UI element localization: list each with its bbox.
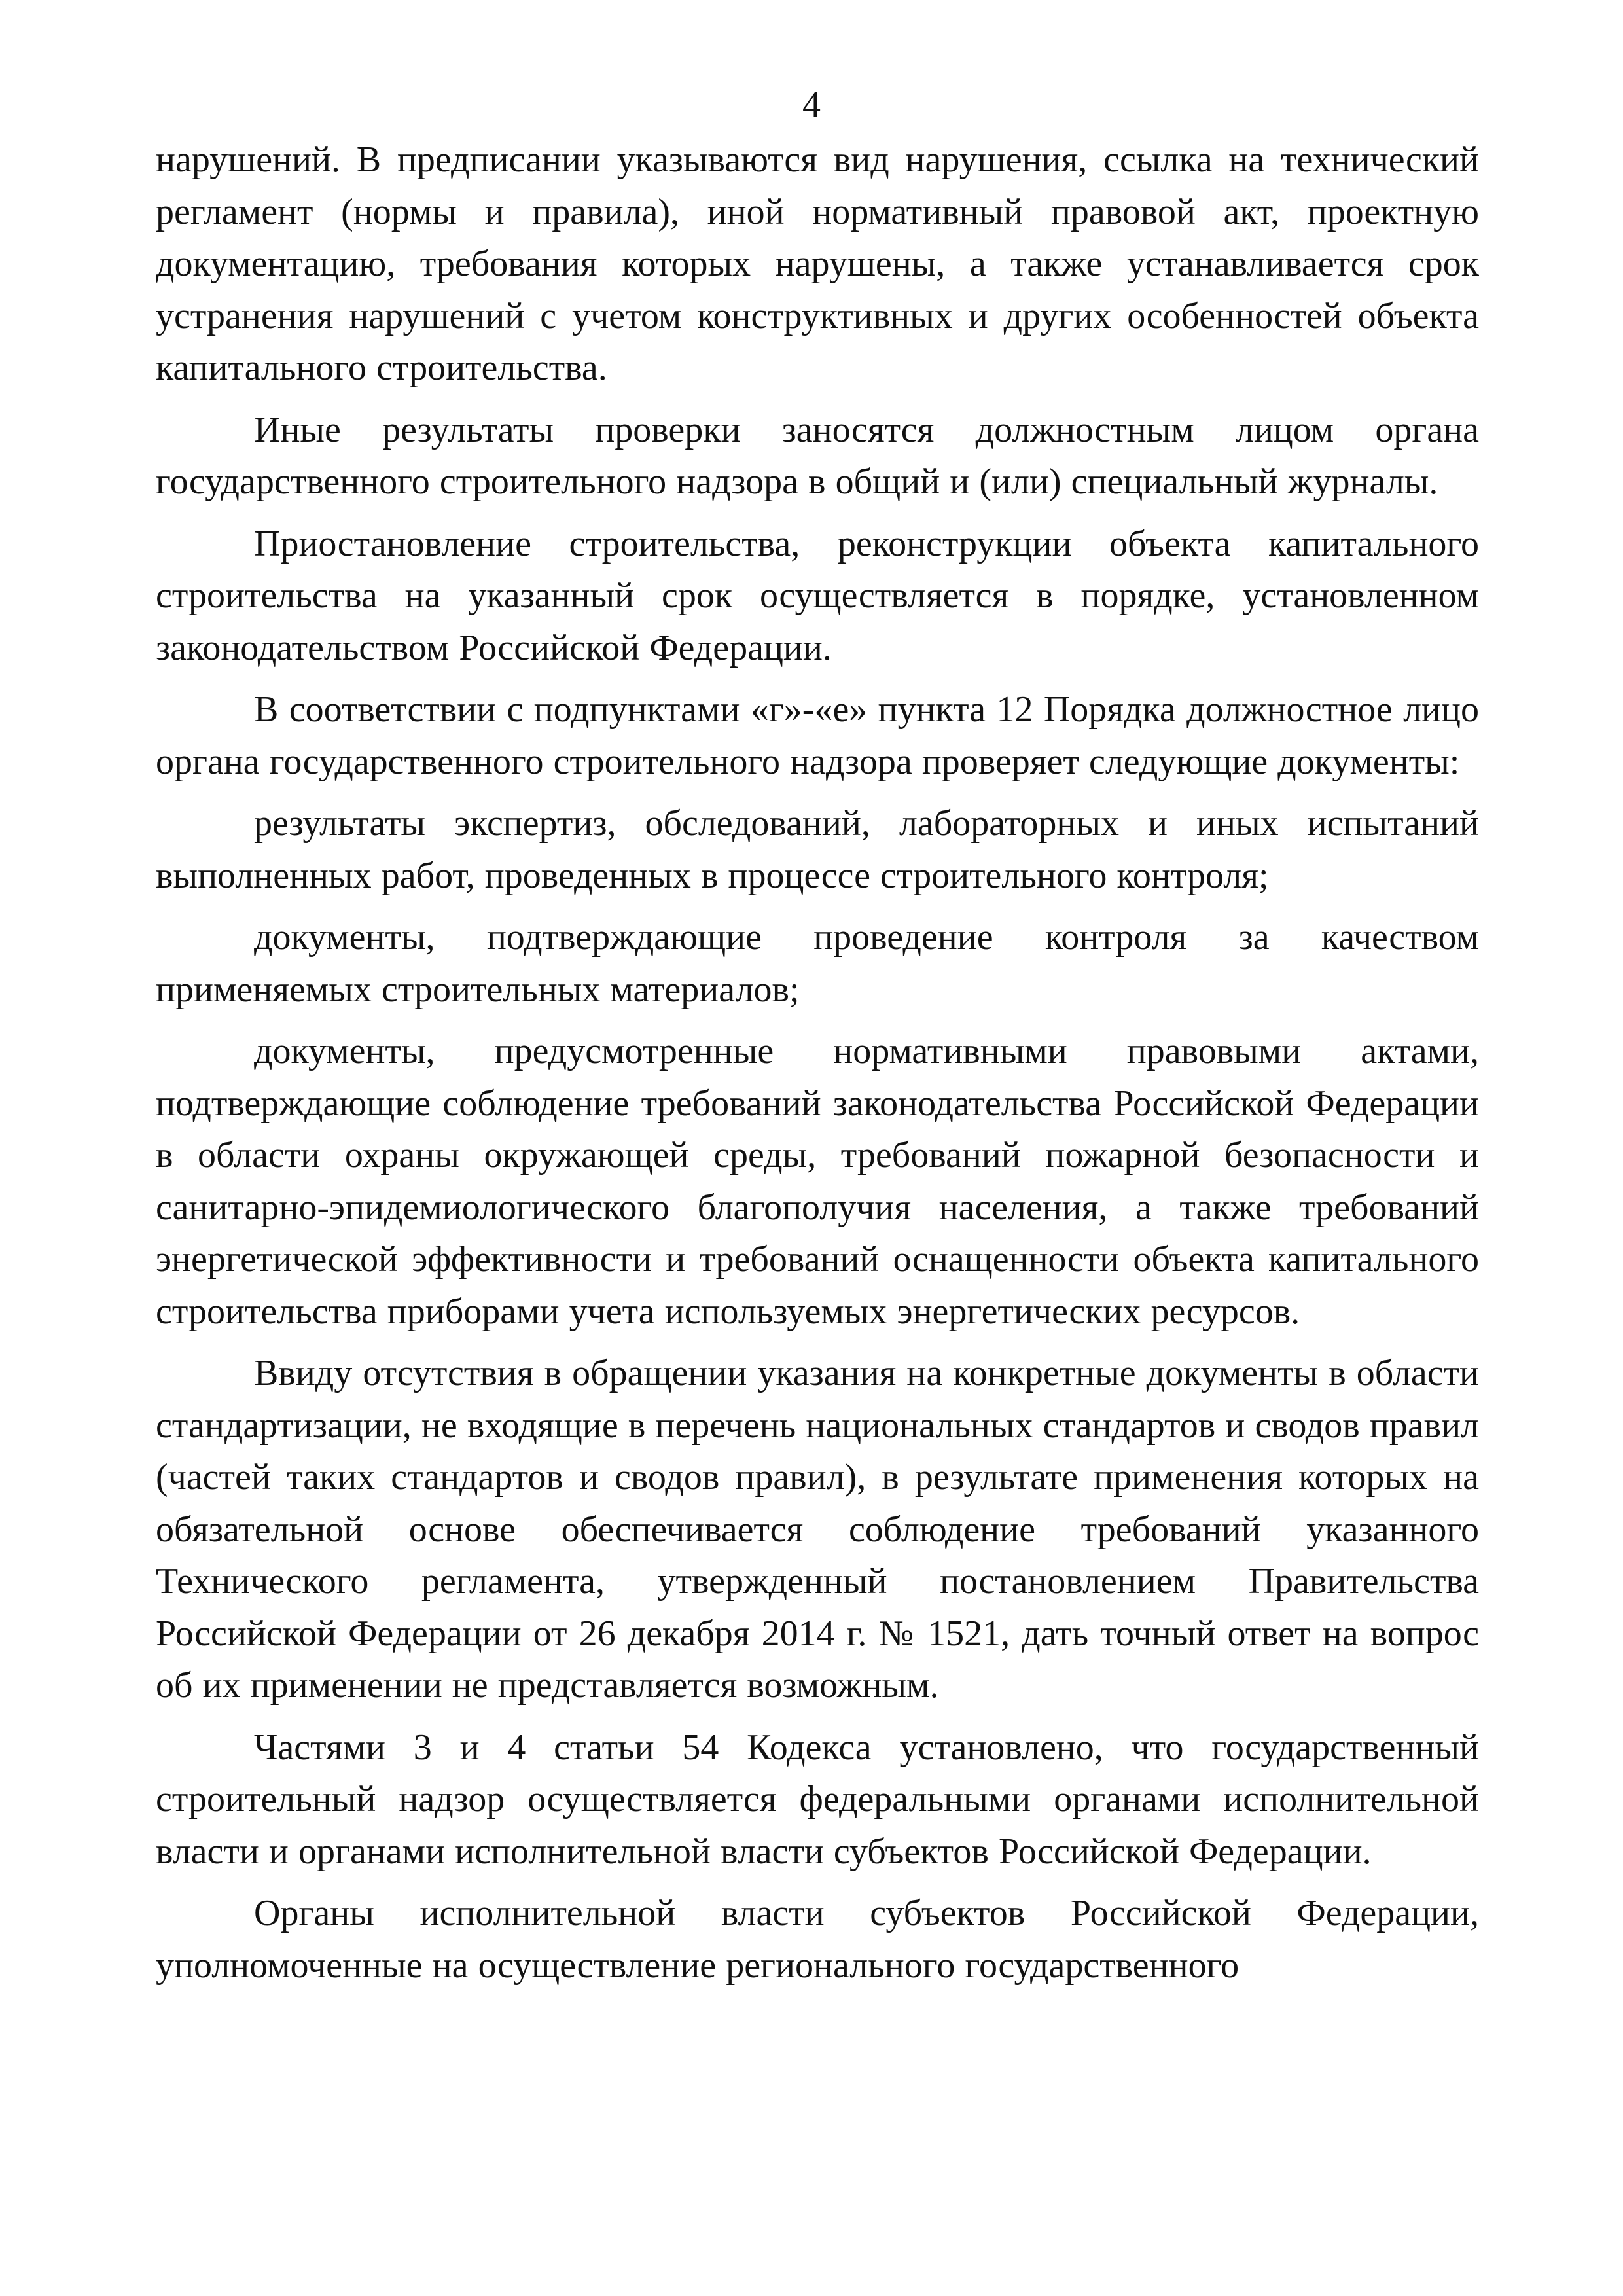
document-body — [156, 134, 1479, 2001]
list-item: документы, предусмотренные нормативными правовыми актами, подтверждающие соблюдение требований законодательства Российской Федерации в области охраны окружающей среды, требований пожарной безопасности и санитарно-эпидемиологического благополучия населения, а также требований энергетической эффективности и требований оснащенности объекта капитального строительства приборами учета используемых энергетических ресурсов. — [156, 1031, 1479, 1332]
paragraph: нарушений. В предписании указываются вид нарушения, ссылка на технический регламент (нормы и правила), иной нормативный правовой акт, проектную документацию, требования которых нарушены, а также устанавливается срок устранения нарушений с учетом конструктивных и других особенностей объекта капитального строительства. — [156, 139, 1479, 388]
list-item: результаты экспертиз, обследований, лабораторных и иных испытаний выполненных работ, проведенных в процессе строительного контроля; — [156, 803, 1479, 896]
paragraph: Частями 3 и 4 статьи 54 Кодекса установлено, что государственный строительный надзор осуществляется федеральными органами исполнительной власти и органами исполнительной власти субъектов Российской Федерации. — [156, 1727, 1479, 1872]
paragraph: Иные результаты проверки заносятся должностным лицом органа государственного строительного надзора в общий и (или) специальный журналы. — [156, 409, 1479, 502]
paragraph: Ввиду отсутствия в обращении указания на конкретные документы в области стандартизации, не входящие в перечень национальных стандартов и сводов правил (частей таких стандартов и сводов правил), в результате применения которых на обязательной основе обеспечивается соблюдение требований указанного Технического регламента, утвержденный постановлением Правительства Российской Федерации от 26 декабря 2014 г. № 1521, дать точный ответ на вопрос об их применении не представляется возможным. — [156, 1353, 1479, 1706]
page-number: 4 — [802, 84, 821, 125]
paragraph: Органы исполнительной власти субъектов Российской Федерации, уполномоченные на осуществление регионального государственного — [156, 1893, 1479, 1986]
list-item: документы, подтверждающие проведение контроля за качеством применяемых строительных материалов; — [156, 917, 1479, 1010]
paragraph: В соответствии с подпунктами «г»-«е» пункта 12 Порядка должностное лицо органа государственного строительного надзора проверяет следующие документы: — [156, 689, 1479, 782]
paragraph: Приостановление строительства, реконструкции объекта капитального строительства на указанный срок осуществляется в порядке, установленном законодательством Российской Федерации. — [156, 523, 1479, 668]
